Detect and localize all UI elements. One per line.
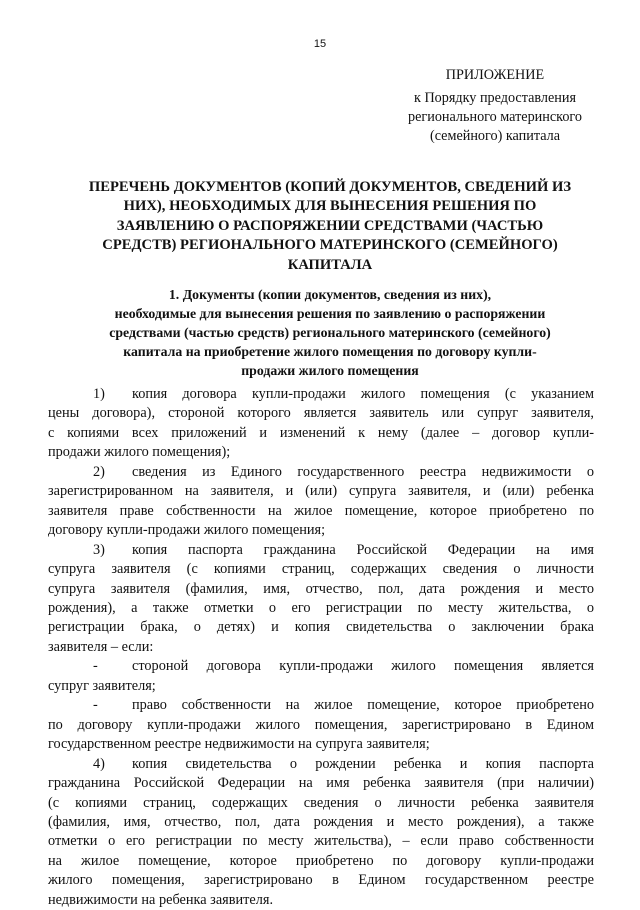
list-item-line: отметки о его регистрации по месту жительства), – если право собственности: [48, 833, 594, 850]
list-item-line: государственном реестре недвижимости на супруга заявителя;: [48, 736, 430, 753]
list-item-line: заявителя праве собственности на жилое помещение, которое приобретено по: [48, 502, 594, 519]
document-title-line: НИХ), НЕОБХОДИМЫХ ДЛЯ ВЫНЕСЕНИЯ РЕШЕНИЯ ПО: [123, 198, 537, 215]
list-item-marker: -: [93, 658, 98, 675]
section-title-line: средствами (частью средств) регионального материнского (семейного): [109, 325, 551, 340]
list-item-line: рождения), а также отметки о его регистрации по месту жительства, о: [48, 599, 594, 616]
list-item-line: супруга заявителя (фамилия, имя, отчество, пол, дата рождения и место: [48, 580, 594, 597]
section-title: [60, 285, 600, 380]
list-item-line: жилого помещения, зарегистрировано в Едином государственном реестре: [48, 872, 594, 889]
section-title-line: необходимые для вынесения решения по заявлению о распоряжении: [114, 306, 546, 321]
list-item-first-line: [48, 385, 594, 404]
list-item-line: супруга заявителя (с копиями страниц, содержащих сведения о личности: [48, 561, 594, 578]
list-item-line: цены договора), стороной которого является заявитель или супруг заявителя,: [48, 405, 594, 422]
document-title-line: СРЕДСТВ) РЕГИОНАЛЬНОГО МАТЕРИНСКОГО (СЕМЕЙНОГО): [102, 237, 558, 254]
section-title-line: капитала на приобретение жилого помещения по договору купли-: [123, 344, 537, 359]
list-item-text: право собственности на жилое помещение, которое приобретено: [132, 697, 594, 714]
list-item-text: стороной договора купли-продажи жилого помещения является: [132, 658, 594, 675]
document-title-line: КАПИТАЛА: [287, 256, 373, 273]
list-item-line: заявителя – если:: [48, 638, 154, 655]
list-item-marker: 2): [93, 463, 105, 480]
list-item-text: сведения из Единого государственного реестра недвижимости о: [132, 463, 594, 480]
list-item-line: регистрации брака, о детях) и копия свидетельства о заключении брака: [48, 619, 594, 636]
appendix-line: к Порядку предоставления: [414, 90, 576, 106]
list-item-first-line: [48, 541, 594, 560]
list-item-line: гражданина Российской Федерации на имя ребенка заявителя (при наличии): [48, 775, 594, 792]
list-item-line: продажи жилого помещения);: [48, 444, 231, 461]
list-item-text: копия паспорта гражданина Российской Федерации на имя: [132, 541, 594, 558]
list-item-first-line: [48, 696, 594, 715]
list-item-first-line: [48, 755, 594, 774]
page-number: 15: [313, 38, 327, 50]
list-item-line: с копиями всех приложений и изменений к нему (далее – договор купли-: [48, 424, 594, 441]
list-item-first-line: [48, 657, 594, 676]
list-item-marker: 4): [93, 755, 105, 772]
list-item-line: договору купли-продажи жилого помещения;: [48, 522, 326, 539]
list-item-line: (с копиями страниц, содержащих сведения о личности ребенка заявителя: [48, 794, 594, 811]
list-item-line: супруг заявителя;: [48, 677, 156, 694]
appendix-line: регионального материнского: [408, 109, 582, 125]
section-title-line: 1. Документы (копии документов, сведения из них),: [168, 287, 492, 302]
appendix-block: [395, 66, 595, 146]
document-title-line: ЗАЯВЛЕНИЮ О РАСПОРЯЖЕНИИ СРЕДСТВАМИ (ЧАСТЬЮ: [116, 217, 544, 234]
list-item-line: по договору купли-продажи жилого помещения, зарегистрировано в Едином: [48, 716, 594, 733]
list-item-text: копия свидетельства о рождении ребенка и копия паспорта: [132, 755, 594, 772]
list-item-marker: 1): [93, 386, 105, 402]
list-item-line: (фамилия, имя, отчество, пол, дата рождения и место рождения), а также: [48, 813, 594, 830]
list-item-marker: -: [93, 697, 98, 714]
list-item-line: на жилое помещение, которое приобретено по договору купли-продажи: [48, 852, 594, 869]
list-item-line: зарегистрированном на заявителя, и (или) супруга заявителя, и (или) ребенка: [48, 483, 594, 500]
list-item-marker: 3): [93, 541, 105, 558]
list-item-first-line: [48, 463, 594, 482]
document-body: [48, 385, 594, 910]
list-item-text: копия договора купли-продажи жилого помещения (с указанием: [132, 386, 594, 402]
document-title: [60, 178, 600, 275]
section-title-line: продажи жилого помещения: [241, 363, 419, 378]
appendix-line: (семейного) капитала: [429, 128, 561, 144]
appendix-title: ПРИЛОЖЕНИЕ: [445, 67, 545, 83]
list-item-line: недвижимости на ребенка заявителя.: [48, 891, 274, 908]
document-title-line: ПЕРЕЧЕНЬ ДОКУМЕНТОВ (КОПИЙ ДОКУМЕНТОВ, СВЕДЕНИЙ ИЗ: [88, 179, 572, 195]
